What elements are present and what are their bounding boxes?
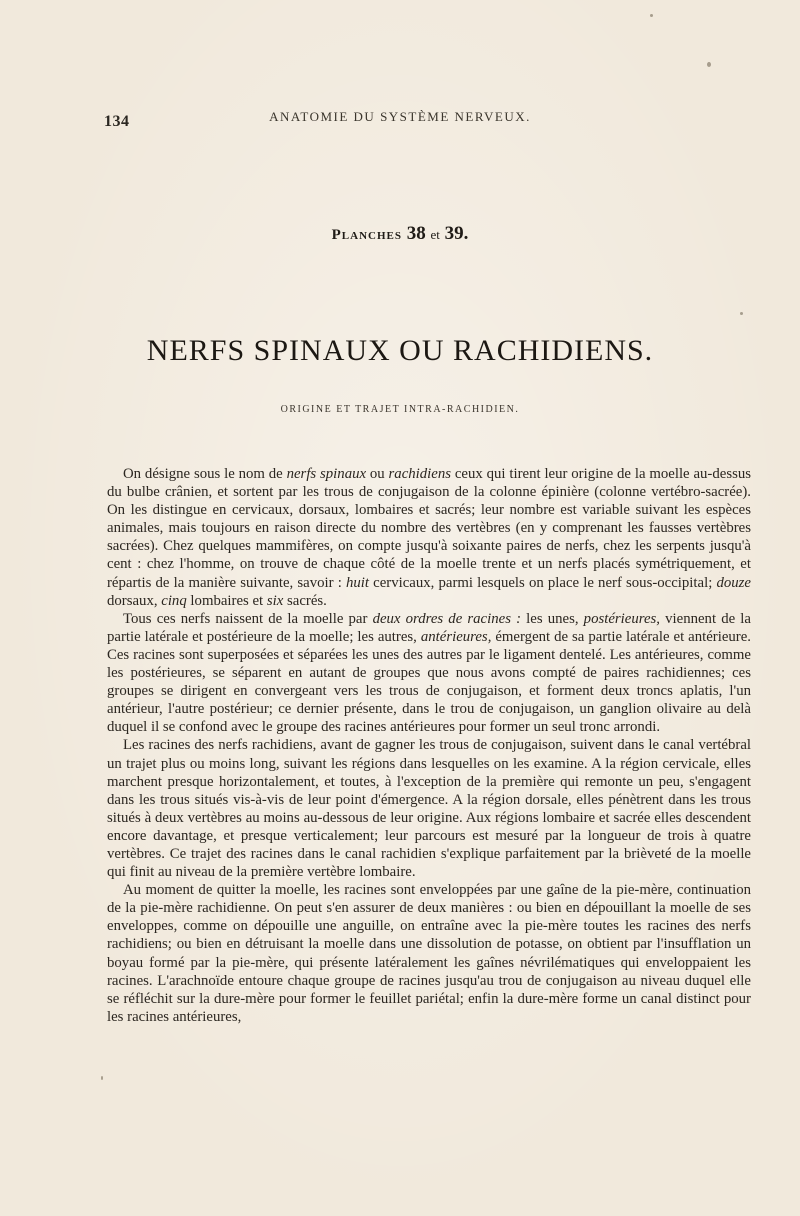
section-subtitle: ORIGINE ET TRAJET INTRA-RACHIDIEN.	[280, 404, 520, 415]
plates-conjunction: et	[430, 227, 440, 242]
italic-term: douze	[716, 574, 751, 591]
paper-speck	[650, 14, 653, 17]
text-run: viennent de la partie latérale et postérieure de la moelle; les autres,	[107, 610, 751, 645]
body-text	[107, 465, 751, 1026]
text-run: On désigne sous le nom de	[123, 466, 287, 482]
plates-heading	[0, 223, 800, 245]
italic-term: deux ordres de racines :	[372, 610, 522, 627]
page-number: 134	[104, 113, 130, 130]
italic-term: postérieures,	[583, 610, 660, 627]
text-run: émergent de sa partie latérale et antérieure. Ces racines sont superposées et séparées les unes des autres par le ligament dentelé. Les antérieures, comme les postérieures, se séparent en autant de groupes que nous avons compté de paires rachidiennes; ces groupes se dirigent en convergeant vers les trous de conjugaison, et forment deux troncs aplatis, l'un antérieur, l'autre postérieur; ce dernier présente, dans le trou de conjugaison, un ganglion olivaire au delà duquel il se confond avec le groupe des racines antérieures pour former un seul tronc arrondi.	[107, 628, 751, 736]
text-run: lombaires et	[186, 592, 267, 609]
running-head: ANATOMIE DU SYSTÈME NERVEUX.	[269, 109, 531, 124]
text-run: ceux qui tirent leur origine de la moelle au-dessus du bulbe crânien, et sortent par les trous de conjugaison de la colonne épinière (colonne vertébro-sacrée). On les distingue en cervicaux, dorsaux, lombaires et sacrés; leur nombre est variable suivant les espèces animales, mais toujours en raison directe du nombre des vertèbres (en y comprenant les fausses vertèbres sacrées). Chez quelques mammifères, on compte jusqu'à soixante paires de nerfs, chez les serpents jusqu'à cent : chez l'homme, on trouve de chaque côté de la moelle trente et un nerfs placés symétriquement, et répartis de la manière suivante, savoir :	[107, 466, 751, 591]
paper-speck	[101, 1076, 103, 1080]
paragraph-2	[107, 610, 751, 737]
paper-speck	[707, 62, 711, 67]
paragraph-1	[107, 465, 751, 610]
italic-term: antérieures,	[420, 628, 492, 645]
italic-term: nerfs spinaux	[286, 466, 367, 482]
italic-term: cinq	[161, 592, 187, 609]
text-run: dorsaux,	[107, 592, 162, 609]
chapter-title: NERFS SPINAUX OU RACHIDIENS.	[146, 334, 654, 367]
plate-first: 38	[406, 223, 426, 244]
text-run: sacrés.	[283, 592, 327, 609]
italic-term: huit	[345, 574, 369, 591]
italic-term: rachidiens	[388, 466, 452, 482]
text-run: les unes,	[521, 610, 584, 627]
text-run: ou	[366, 466, 389, 482]
italic-term: six	[266, 592, 284, 609]
paragraph-3: Les racines des nerfs rachidiens, avant de gagner les trous de conjugaison, suivent dans le canal vertébral un trajet plus ou moins long, suivant les régions dans lesquelles on les examine. A la région cervicale, elles marchent presque horizontalement, et toutes, à l'exception de la première qui remonte un peu, s'engagent dans les trous situés vis-à-vis de leur point d'émergence. A la région dorsale, elles pénètrent dans les trous situés à deux vertèbres au moins au-dessous de leur origine. Aux régions lombaire et sacrée elles descendent encore davantage, et presque verticalement; leur parcours est mesuré par la longueur de trois à quatre vertèbres. Ce trajet des racines dans le canal rachidien s'explique parfaitement par la brièveté de la moelle qui finit au niveau de la première vertèbre lombaire.	[107, 737, 751, 881]
paragraph-4: Au moment de quitter la moelle, les racines sont enveloppées par une gaîne de la pie-mère, continuation de la pie-mère rachidienne. On peut s'en assurer de deux manières : ou bien en dépouillant la moelle de ses enveloppes, comme on dépouille une anguille, on entraîne avec la pie-mère toutes les racines des nerfs rachidiens; ou bien en détruisant la moelle dans une dissolution de potasse, on obtient par l'insufflation un boyau formé par la pie-mère, qui présente latéralement les gaînes névrilématiques qui enveloppaient les racines. L'arachnoïde entoure chaque groupe de racines jusqu'au trou de conjugaison au niveau duquel elle se réfléchit sur la dure-mère pour former le feuillet pariétal; enfin la dure-mère forme un canal distinct pour les racines antérieures,	[107, 882, 751, 1025]
plates-label: Planches	[331, 227, 402, 243]
text-run: Tous ces nerfs naissent de la moelle par	[123, 610, 373, 627]
text-run: cervicaux, parmi lesquels on place le nerf sous-occipital;	[368, 574, 717, 591]
paper-speck	[740, 312, 743, 315]
plate-second: 39.	[444, 223, 469, 244]
